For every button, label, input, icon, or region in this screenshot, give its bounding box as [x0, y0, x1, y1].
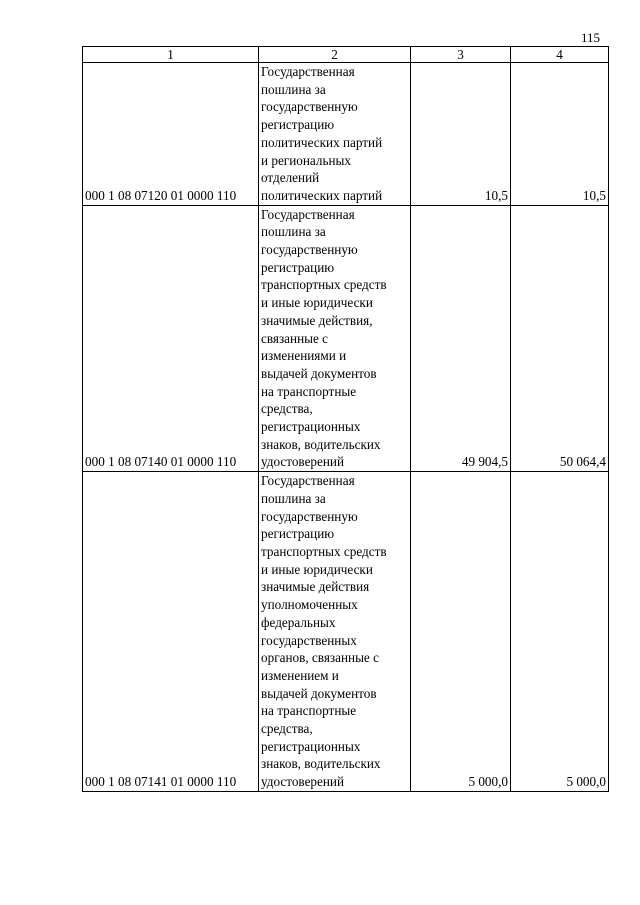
revenue-name-cell [259, 472, 411, 792]
revenue-name-line: регистрацию [261, 259, 335, 275]
budget-table [82, 46, 609, 792]
revenue-name-line: отделений [261, 170, 320, 186]
revenue-name-line: пошлина за [261, 490, 326, 506]
revenue-name-cell [259, 205, 411, 472]
amount-col3-cell: 49 904,5 [411, 205, 511, 472]
revenue-name-line: изменением и [261, 667, 339, 683]
revenue-name-line: на транспортные [261, 703, 357, 719]
amount-col4-cell: 5 000,0 [511, 472, 609, 792]
table-header-row [83, 47, 609, 63]
table-row [83, 63, 609, 206]
amount-col3-cell: 5 000,0 [411, 472, 511, 792]
revenue-name-line: и региональных [261, 152, 351, 168]
revenue-name-line: выдачей документов [261, 365, 377, 381]
column-header-4: 4 [511, 47, 609, 63]
revenue-name-line: Государственная [261, 473, 355, 489]
revenue-name-line: значимые действия [261, 579, 370, 595]
amount-col4-cell: 10,5 [511, 63, 609, 206]
revenue-name-line: Государственная [261, 206, 355, 222]
budget-code-cell: 000 1 08 07141 01 0000 110 [83, 472, 259, 792]
revenue-name-line: регистрацию [261, 117, 335, 133]
revenue-name-line: и иные юридически [261, 561, 373, 577]
revenue-name-cell [259, 63, 411, 206]
revenue-name-line: удостоверений [261, 774, 345, 790]
revenue-name-line: транспортных средств [261, 277, 387, 293]
revenue-name-line: Государственная [261, 64, 355, 79]
revenue-name-line: знаков, водительских [261, 756, 381, 772]
revenue-name-line: связанные с [261, 330, 329, 346]
revenue-name-line: регистрационных [261, 738, 361, 754]
revenue-name-line: значимые действия, [261, 312, 373, 328]
revenue-name-line: государственную [261, 508, 358, 524]
page-number: 115 [580, 30, 600, 45]
revenue-name-line: регистрацию [261, 526, 335, 542]
revenue-name-line: знаков, водительских [261, 436, 381, 452]
revenue-name-line: политических партий [261, 187, 383, 203]
revenue-name-line: выдачей документов [261, 685, 377, 701]
revenue-name-line: пошлина за [261, 81, 326, 97]
revenue-name-line: и иные юридически [261, 295, 373, 311]
table-row [83, 205, 609, 472]
revenue-name-line: удостоверений [261, 454, 345, 470]
revenue-name-line: политических партий [261, 134, 383, 150]
budget-code-cell: 000 1 08 07140 01 0000 110 [83, 205, 259, 472]
revenue-name-line: федеральных [261, 614, 336, 630]
revenue-name-line: транспортных средств [261, 543, 387, 559]
revenue-name-line: на транспортные [261, 383, 357, 399]
revenue-name-line: средства, [261, 721, 313, 737]
budget-code-cell: 000 1 08 07120 01 0000 110 [83, 63, 259, 206]
revenue-name-line: государственную [261, 242, 358, 258]
revenue-name-line: средства, [261, 401, 313, 417]
table-row [83, 472, 609, 792]
revenue-name-line: уполномоченных [261, 597, 358, 613]
column-header-2: 2 [259, 47, 411, 63]
revenue-name-line: регистрационных [261, 419, 361, 435]
revenue-name-line: государственных [261, 632, 357, 648]
revenue-name-line: государственную [261, 99, 358, 115]
revenue-name-line: пошлина за [261, 224, 326, 240]
amount-col3-cell: 10,5 [411, 63, 511, 206]
amount-col4-cell: 50 064,4 [511, 205, 609, 472]
revenue-name-line: органов, связанные с [261, 650, 379, 666]
column-header-3: 3 [411, 47, 511, 63]
revenue-name-line: изменениями и [261, 348, 347, 364]
column-header-1: 1 [83, 47, 259, 63]
